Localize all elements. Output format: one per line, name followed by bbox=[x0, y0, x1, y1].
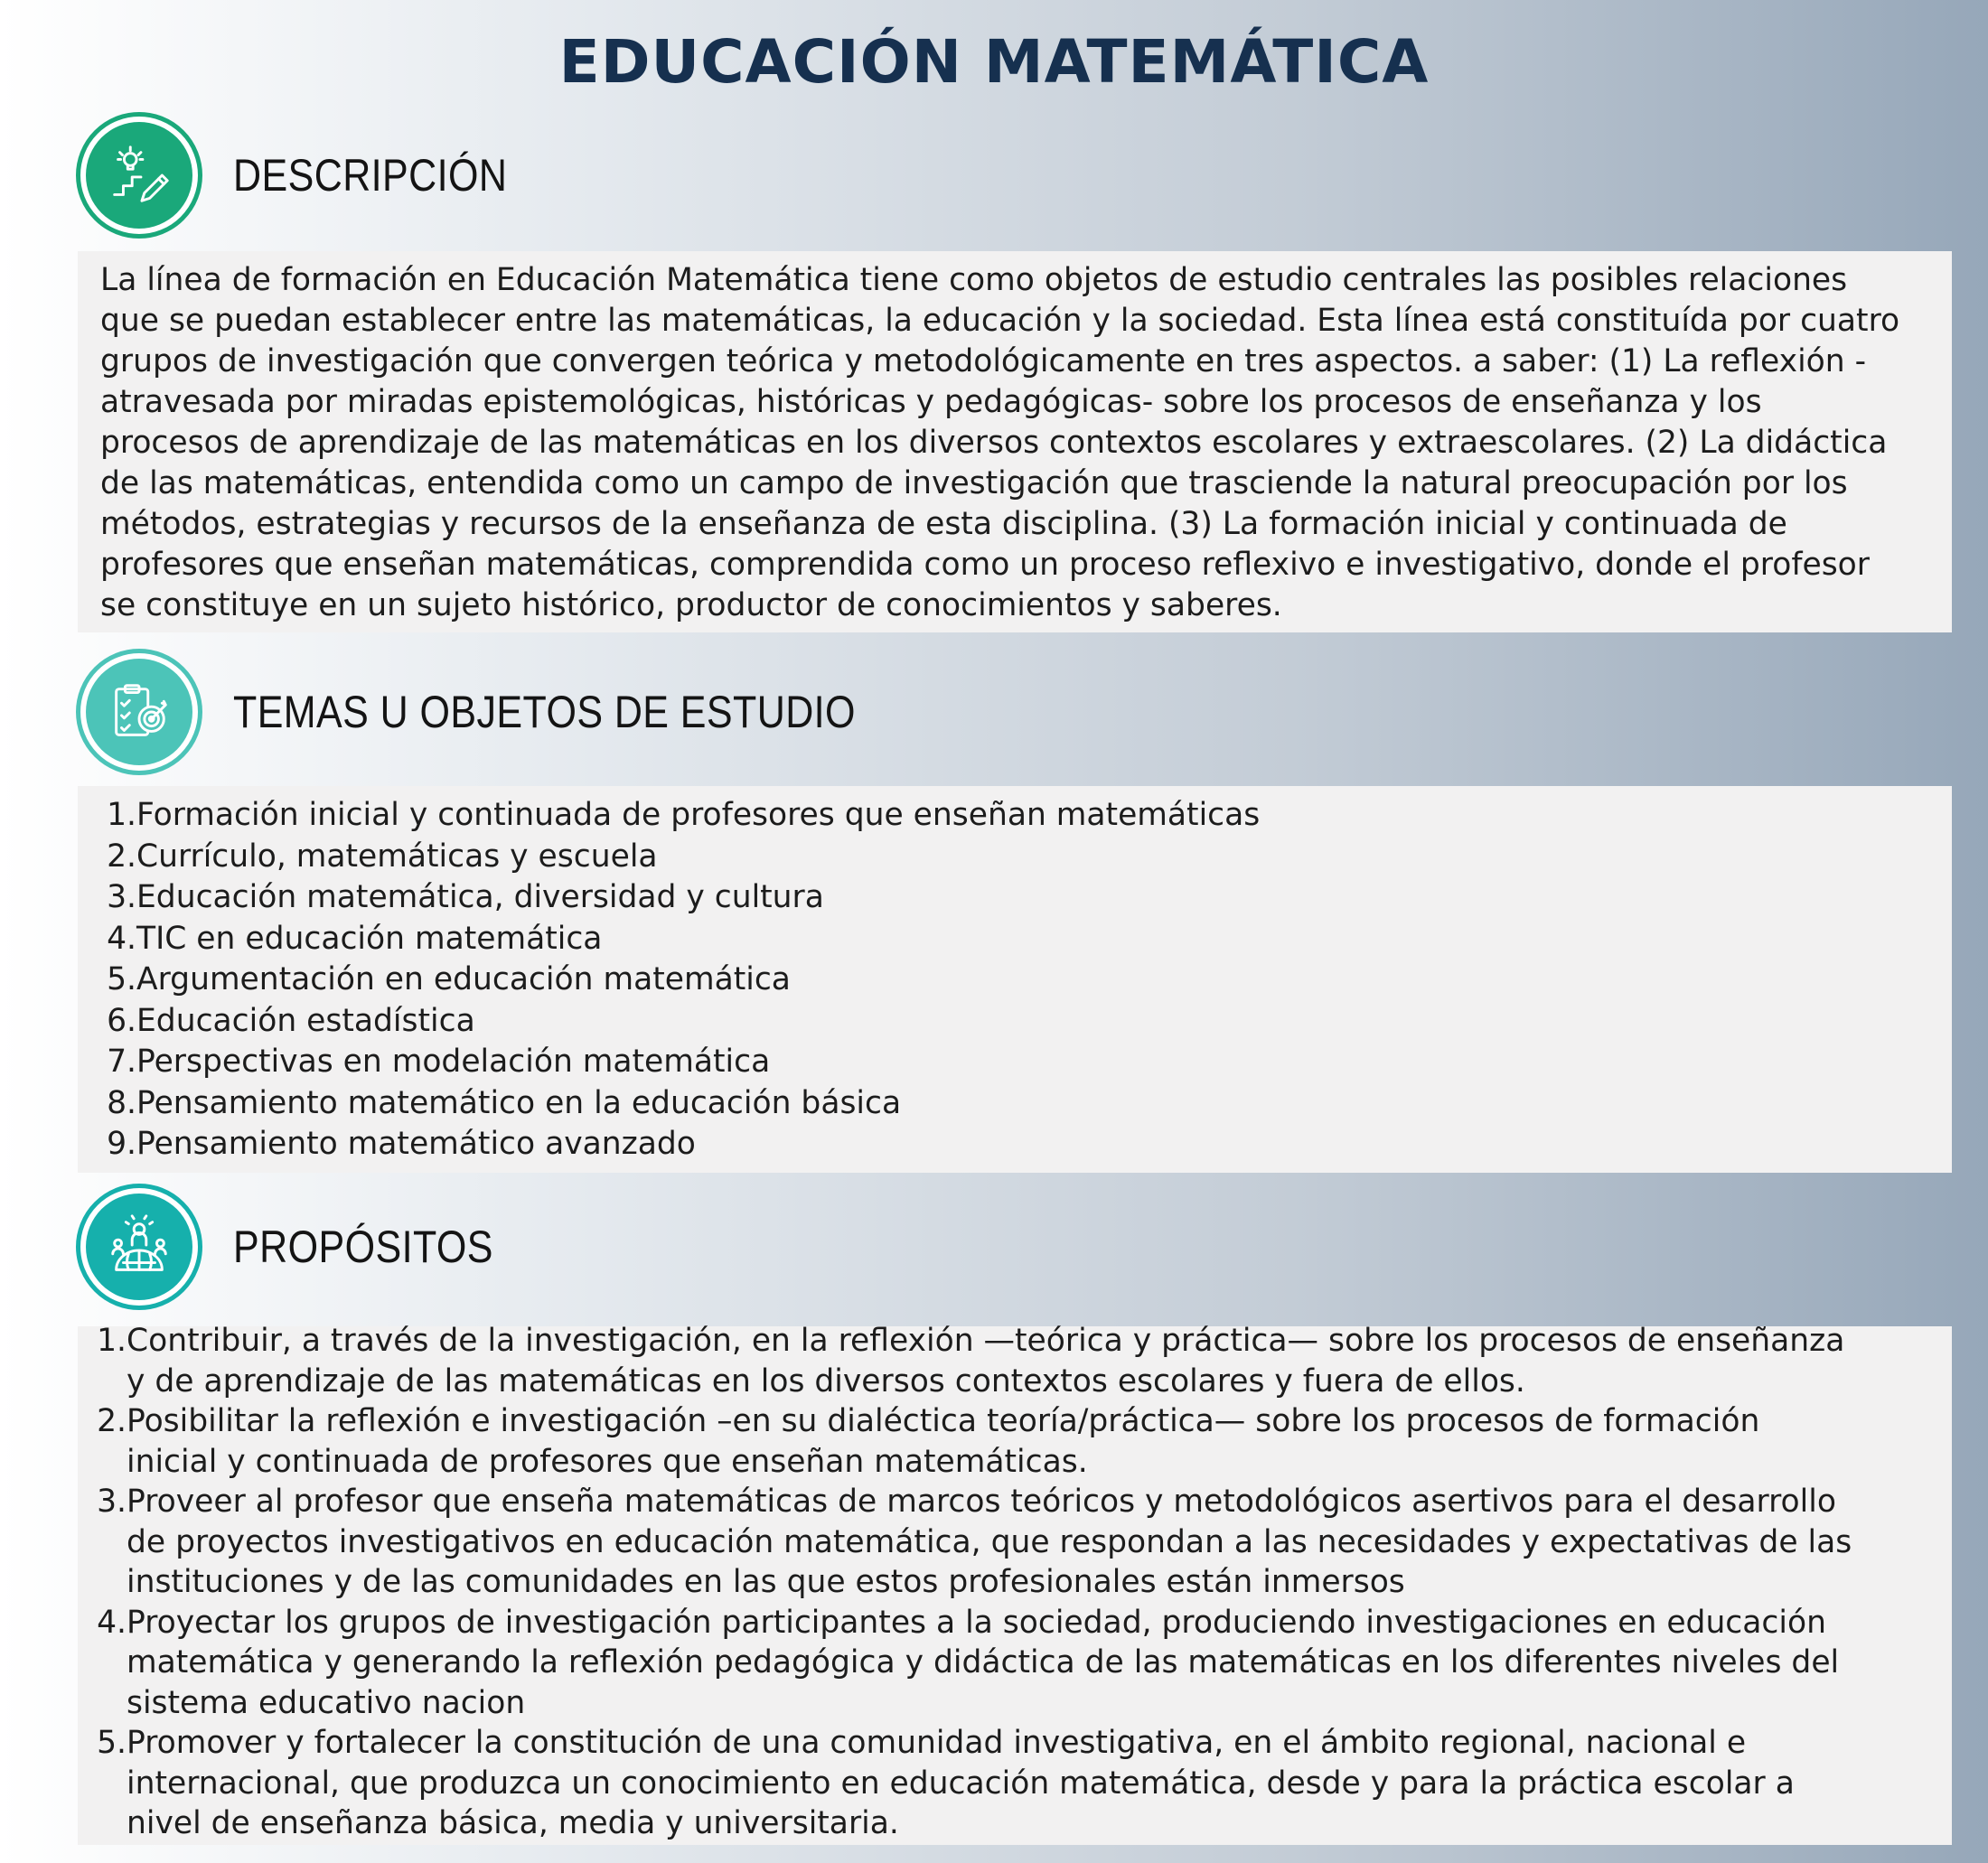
list-item-number: 3. bbox=[107, 879, 136, 915]
list-item-text: Perspectivas en modelación matemática bbox=[136, 1044, 771, 1080]
list-item-text: TIC en educación matemática bbox=[136, 920, 603, 957]
list-item-line: instituciones y de las comunidades en las que estos profesionales están inmersos bbox=[127, 1564, 1405, 1600]
list-item-number: 5. bbox=[97, 1725, 127, 1761]
list-item bbox=[100, 960, 1952, 1001]
section-title-temas: TEMAS U OBJETOS DE ESTUDIO bbox=[233, 687, 856, 737]
section-title-descripcion: DESCRIPCIÓN bbox=[233, 150, 508, 201]
list-item-text bbox=[127, 1723, 1934, 1844]
checklist-target-icon bbox=[86, 659, 192, 765]
list-item-text bbox=[127, 1603, 1934, 1724]
list-item bbox=[100, 795, 1952, 837]
descripcion-line: métodos, estrategias y recursos de la enseñanza de esta disciplina. (3) La formación inicial y continuada de bbox=[100, 506, 1787, 542]
page-title: EDUCACIÓN MATEMÁTICA bbox=[558, 27, 1430, 97]
list-item-text: Currículo, matemáticas y escuela bbox=[136, 838, 658, 875]
list-item-number: 1. bbox=[107, 797, 136, 833]
descripcion-line: se constituye en un sujeto histórico, productor de conocimientos y saberes. bbox=[100, 587, 1282, 623]
descripcion-box bbox=[78, 251, 1952, 632]
list-item bbox=[100, 919, 1952, 960]
list-item bbox=[90, 1482, 1934, 1603]
descripcion-line: procesos de aprendizaje de las matemáticas en los diversos contextos escolares y extraescolares. (2) La didáctica bbox=[100, 425, 1888, 461]
propositos-list bbox=[78, 1321, 1952, 1844]
section-header-descripcion bbox=[76, 108, 552, 242]
list-item-line: nivel de enseñanza básica, media y universitaria. bbox=[127, 1805, 899, 1841]
list-item-line: internacional, que produzca un conocimiento en educación matemática, desde y para la práctica escolar a bbox=[127, 1765, 1795, 1802]
list-item-line: Contribuir, a través de la investigación, en la reflexión —teórica y práctica— sobre los procesos de enseñanza bbox=[127, 1323, 1845, 1359]
list-item-line: inicial y continuada de profesores que enseñan matemáticas. bbox=[127, 1443, 1088, 1480]
list-item bbox=[90, 1603, 1934, 1724]
list-item bbox=[100, 1124, 1952, 1166]
list-item-number: 9. bbox=[107, 1126, 136, 1162]
descripcion-line: atravesada por miradas epistemológicas, históricas y pedagógicas- sobre los procesos de enseñanza y los bbox=[100, 384, 1762, 420]
list-item-text: Educación estadística bbox=[136, 1002, 475, 1039]
idea-pencil-icon bbox=[86, 122, 192, 229]
list-item bbox=[90, 1401, 1934, 1482]
section-title-propositos: PROPÓSITOS bbox=[233, 1222, 493, 1272]
list-item-number: 4. bbox=[97, 1604, 127, 1641]
list-item-text: Pensamiento matemático avanzado bbox=[136, 1126, 696, 1162]
leader-globe-icon bbox=[86, 1194, 192, 1300]
list-item-line: Posibilitar la reflexión e investigación –en su dialéctica teoría/práctica— sobre los procesos de formación bbox=[127, 1403, 1760, 1439]
propositos-box bbox=[78, 1323, 1952, 1845]
list-item-line: sistema educativo nacion bbox=[127, 1684, 526, 1721]
list-item-text: Educación matemática, diversidad y cultura bbox=[136, 879, 824, 915]
section-header-propositos bbox=[76, 1180, 536, 1314]
temas-icon-ring bbox=[76, 649, 202, 775]
list-item-line: matemática y generando la reflexión pedagógica y didáctica de las matemáticas en los diferentes niveles del bbox=[127, 1644, 1840, 1680]
list-item bbox=[100, 837, 1952, 878]
list-item-line: Proyectar los grupos de investigación participantes a la sociedad, produciendo investigaciones en educación bbox=[127, 1604, 1826, 1641]
temas-box bbox=[78, 786, 1952, 1173]
list-item-line: de proyectos investigativos en educación matemática, que respondan a las necesidades y expectativas de las bbox=[127, 1523, 1852, 1560]
descripcion-icon-ring bbox=[76, 112, 202, 239]
descripcion-line: de las matemáticas, entendida como un campo de investigación que trasciende la natural preocupación por los bbox=[100, 465, 1848, 501]
list-item-number: 2. bbox=[97, 1403, 127, 1439]
list-item-number: 7. bbox=[107, 1044, 136, 1080]
descripcion-line: profesores que enseñan matemáticas, comprendida como un proceso reflexivo e investigativo, donde el profesor bbox=[100, 547, 1870, 583]
list-item-line: Proveer al profesor que enseña matemáticas de marcos teóricos y metodológicos asertivos para el desarrollo bbox=[127, 1484, 1836, 1520]
list-item-line: Promover y fortalecer la constitución de una comunidad investigativa, en el ámbito regional, nacional e bbox=[127, 1725, 1747, 1761]
list-item bbox=[100, 877, 1952, 919]
descripcion-line: grupos de investigación que convergen teórica y metodológicamente en tres aspectos. a saber: (1) La reflexión - bbox=[100, 343, 1867, 379]
section-header-temas bbox=[76, 645, 957, 779]
list-item bbox=[100, 1001, 1952, 1043]
list-item-number: 4. bbox=[107, 920, 136, 957]
list-item-text: Pensamiento matemático en la educación básica bbox=[136, 1084, 902, 1121]
descripcion-line: La línea de formación en Educación Matemática tiene como objetos de estudio centrales las posibles relaciones bbox=[100, 262, 1848, 298]
list-item bbox=[90, 1723, 1934, 1844]
list-item-text: Argumentación en educación matemática bbox=[136, 961, 791, 997]
list-item-line: y de aprendizaje de las matemáticas en los diversos contextos escolares y fuera de ellos. bbox=[127, 1362, 1525, 1400]
list-item-number: 5. bbox=[107, 961, 136, 997]
descripcion-line: que se puedan establecer entre las matemáticas, la educación y la sociedad. Esta línea está constituída por cuatro bbox=[100, 303, 1900, 339]
list-item-number: 3. bbox=[97, 1484, 127, 1520]
list-item bbox=[90, 1321, 1934, 1401]
list-item-number: 6. bbox=[107, 1002, 136, 1039]
list-item-text bbox=[127, 1401, 1934, 1482]
list-item-number: 8. bbox=[107, 1084, 136, 1121]
list-item-number: 1. bbox=[97, 1323, 127, 1359]
list-item-number: 2. bbox=[107, 838, 136, 875]
list-item bbox=[100, 1042, 1952, 1083]
list-item-text bbox=[127, 1321, 1934, 1401]
descripcion-paragraph bbox=[78, 251, 1952, 626]
list-item bbox=[100, 1083, 1952, 1125]
list-item-text: Formación inicial y continuada de profesores que enseñan matemáticas bbox=[136, 797, 1261, 833]
propositos-icon-ring bbox=[76, 1184, 202, 1310]
list-item-text bbox=[127, 1482, 1934, 1603]
temas-list bbox=[78, 786, 1952, 1166]
